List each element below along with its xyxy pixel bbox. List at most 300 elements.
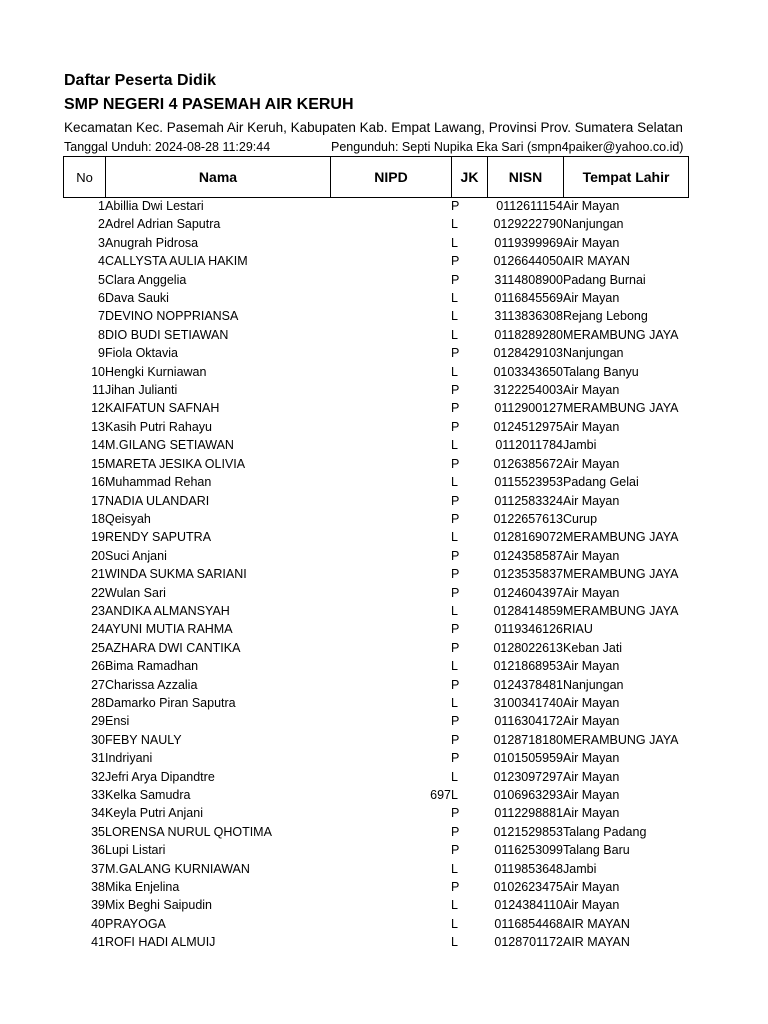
student-gender: P: [451, 511, 460, 526]
student-gender: P: [451, 880, 460, 895]
student-nisn: 0116854468: [494, 916, 563, 931]
student-gender: P: [451, 677, 460, 692]
row-number: 40: [91, 916, 105, 931]
student-birthplace: Nanjungan: [563, 346, 624, 361]
table-row: [63, 547, 688, 565]
student-birthplace: Curup: [563, 511, 598, 526]
student-name: ANDIKA ALMANSYAH: [105, 603, 230, 618]
table-row: [63, 197, 688, 215]
student-gender: L: [451, 530, 458, 545]
student-gender: L: [451, 659, 458, 674]
student-nipd: [330, 896, 451, 914]
student-name: M.GALANG KURNIAWAN: [105, 861, 250, 876]
student-nipd: [330, 860, 451, 878]
student-gender: P: [451, 272, 460, 287]
row-number: 25: [91, 640, 105, 655]
student-name: KAIFATUN SAFNAH: [105, 401, 220, 416]
student-name: Adrel Adrian Saputra: [105, 217, 221, 232]
student-gender: L: [451, 916, 458, 931]
student-nipd: [330, 547, 451, 565]
student-nipd: [330, 804, 451, 822]
row-number: 13: [91, 419, 105, 434]
student-nisn: 0116304172: [494, 714, 563, 729]
row-number: 10: [91, 364, 105, 379]
student-nipd: [330, 528, 451, 546]
student-birthplace: MERAMBUNG JAYA: [563, 732, 679, 747]
student-nisn: 0124378481: [493, 677, 563, 692]
student-nisn: 0101505959: [493, 751, 563, 766]
download-date: Tanggal Unduh: 2024-08-28 11:29:44: [64, 140, 271, 154]
student-name: ROFI HADI ALMUIJ: [105, 935, 216, 950]
student-gender: P: [451, 622, 460, 637]
student-birthplace: MERAMBUNG JAYA: [563, 530, 679, 545]
student-name: CALLYSTA AULIA HAKIM: [105, 254, 248, 269]
student-nisn: 0115523953: [494, 475, 563, 490]
student-gender: L: [451, 475, 458, 490]
student-name: Kasih Putri Rahayu: [105, 419, 213, 434]
student-nisn: 0103343650: [493, 364, 563, 379]
student-nipd: [330, 676, 451, 694]
table-row: [63, 418, 688, 436]
student-nipd: [330, 878, 451, 896]
student-name: AZHARA DWI CANTIKA: [105, 640, 241, 655]
student-nisn: 0112583324: [494, 493, 563, 508]
row-number: 41: [91, 935, 105, 950]
table-row: [63, 344, 688, 362]
student-birthplace: Talang Baru: [563, 843, 630, 858]
student-gender: L: [451, 217, 458, 232]
student-birthplace: AIR MAYAN: [563, 254, 630, 269]
row-number: 28: [91, 695, 105, 710]
student-nipd: [330, 712, 451, 730]
student-nipd: [330, 215, 451, 233]
student-nipd: [330, 731, 451, 749]
student-nisn: 0112011784: [495, 438, 563, 453]
student-nisn: 0124358587: [493, 548, 563, 563]
table-row: [63, 234, 688, 252]
student-nipd: [330, 915, 451, 933]
table-row: [63, 455, 688, 473]
row-number: 6: [98, 291, 105, 306]
table-row: [63, 933, 688, 951]
student-name: Keyla Putri Anjani: [105, 806, 203, 821]
student-gender: L: [451, 235, 458, 250]
student-gender: P: [451, 843, 460, 858]
student-birthplace: MERAMBUNG JAYA: [563, 567, 679, 582]
student-gender: L: [451, 309, 458, 324]
student-nisn: 0102623475: [493, 880, 563, 895]
table-row: [63, 896, 688, 914]
student-birthplace: AIR MAYAN: [563, 935, 630, 950]
table-row: [63, 657, 688, 675]
table-row: [63, 602, 688, 620]
student-gender: L: [451, 861, 458, 876]
student-nisn: 0121868953: [493, 659, 563, 674]
table-row: [63, 768, 688, 786]
table-header: [63, 156, 689, 198]
student-name: Charissa Azzalia: [105, 677, 198, 692]
student-nisn: 3113836308: [494, 309, 563, 324]
row-number: 14: [91, 438, 105, 453]
student-nipd: [330, 252, 451, 270]
table-row: [63, 804, 688, 822]
student-name: Hengki Kurniawan: [105, 364, 207, 379]
student-nipd: [330, 823, 451, 841]
table-row: [63, 381, 688, 399]
student-birthplace: Air Mayan: [563, 659, 620, 674]
row-number: 18: [91, 511, 105, 526]
student-gender: P: [451, 806, 460, 821]
student-nipd: [330, 363, 451, 381]
student-nipd: [330, 768, 451, 786]
student-nipd: 697: [430, 788, 451, 802]
student-birthplace: Air Mayan: [563, 788, 620, 802]
student-birthplace: Air Mayan: [563, 880, 620, 895]
row-number: 24: [91, 622, 105, 637]
school-name: SMP NEGERI 4 PASEMAH AIR KERUH: [64, 96, 354, 113]
student-birthplace: Air Mayan: [563, 806, 620, 821]
student-birthplace: Air Mayan: [563, 695, 620, 710]
student-name: Qeisyah: [105, 511, 151, 526]
student-nisn: 0106963293: [493, 788, 563, 802]
student-nisn: 0118289280: [494, 327, 563, 342]
student-nisn: 0123097297: [493, 769, 563, 784]
student-nipd: [330, 933, 451, 951]
table-row: [63, 676, 688, 694]
student-birthplace: Talang Padang: [563, 824, 647, 839]
student-name: Abillia Dwi Lestari: [105, 199, 204, 213]
student-gender: L: [451, 603, 458, 618]
student-nipd: [330, 418, 451, 436]
student-birthplace: MERAMBUNG JAYA: [563, 327, 679, 342]
student-nisn: 0112298881: [494, 806, 563, 821]
student-nipd: [330, 436, 451, 454]
table-row: [63, 492, 688, 510]
location-line: Kecamatan Kec. Pasemah Air Keruh, Kabupaten Kab. Empat Lawang, Provinsi Prov. Sumatera Selatan: [64, 120, 683, 135]
student-nisn: 3114808900: [494, 272, 563, 287]
student-gender: L: [451, 769, 458, 784]
row-number: 39: [91, 898, 105, 913]
student-name: Mika Enjelina: [105, 880, 180, 895]
table-row: [63, 436, 688, 454]
student-gender: P: [451, 548, 460, 563]
table-row: [63, 860, 688, 878]
student-name: Lupi Listari: [105, 843, 166, 858]
student-birthplace: Jambi: [563, 438, 597, 453]
student-birthplace: Air Mayan: [563, 548, 620, 563]
student-name: PRAYOGA: [105, 916, 166, 931]
header-nisn: NISN: [488, 157, 564, 198]
row-number: 33: [91, 788, 105, 802]
table-row: [63, 694, 688, 712]
student-birthplace: Air Mayan: [563, 456, 620, 471]
row-number: 19: [91, 530, 105, 545]
student-nisn: 0112900127: [494, 401, 563, 416]
student-name: Ensi: [105, 714, 130, 729]
table-row: [63, 639, 688, 657]
student-name: DEVINO NOPPRIANSA: [105, 309, 239, 324]
downloader-info: Pengunduh: Septi Nupika Eka Sari (smpn4paiker@yahoo.co.id): [331, 140, 684, 154]
student-gender: P: [451, 419, 460, 434]
row-number: 23: [91, 603, 105, 618]
student-nisn: 0116845569: [494, 291, 563, 306]
row-number: 29: [91, 714, 105, 729]
student-name: Bima Ramadhan: [105, 659, 199, 674]
table-row: [63, 510, 688, 528]
header-no: No: [64, 157, 106, 198]
table-row: [63, 399, 688, 417]
student-nisn: 0122657613: [493, 511, 563, 526]
student-nipd: [330, 492, 451, 510]
student-gender: L: [451, 898, 458, 913]
row-number: 12: [91, 401, 105, 416]
table-row: [63, 878, 688, 896]
student-gender: L: [451, 291, 458, 306]
row-number: 8: [98, 327, 105, 342]
student-name: Damarko Piran Saputra: [105, 695, 236, 710]
table-row: [63, 271, 688, 289]
student-nipd: [330, 584, 451, 602]
document-title: Daftar Peserta Didik: [64, 72, 217, 89]
student-name: Fiola Oktavia: [105, 346, 178, 361]
student-gender: P: [451, 824, 460, 839]
student-rows: [63, 197, 688, 952]
row-number: 32: [91, 769, 105, 784]
student-name: M.GILANG SETIAWAN: [105, 438, 234, 453]
student-nisn: 0116253099: [494, 843, 563, 858]
student-birthplace: MERAMBUNG JAYA: [563, 603, 679, 618]
student-birthplace: Padang Gelai: [563, 475, 639, 490]
student-birthplace: Air Mayan: [563, 383, 620, 398]
student-name: Mix Beghi Saipudin: [105, 898, 213, 913]
student-nipd: [330, 841, 451, 859]
student-nipd: [330, 620, 451, 638]
student-birthplace: Air Mayan: [563, 199, 620, 213]
table-row: [63, 712, 688, 730]
row-number: 2: [98, 217, 105, 232]
student-nipd: [330, 694, 451, 712]
student-nipd: [330, 234, 451, 252]
student-nisn: 0128022613: [493, 640, 563, 655]
row-number: 15: [91, 456, 105, 471]
student-nisn: 0126644050: [493, 254, 563, 269]
header-jk: JK: [452, 157, 488, 198]
student-nipd: [330, 289, 451, 307]
row-number: 27: [91, 677, 105, 692]
student-birthplace: Air Mayan: [563, 769, 620, 784]
student-name: Suci Anjani: [105, 548, 167, 563]
student-nisn: 0126385672: [493, 456, 563, 471]
student-gender: P: [451, 732, 460, 747]
table-row: [63, 289, 688, 307]
row-number: 4: [98, 254, 105, 269]
student-name: Jihan Julianti: [105, 383, 178, 398]
student-gender: P: [451, 493, 460, 508]
row-number: 20: [91, 548, 105, 563]
table-row: [63, 307, 688, 325]
row-number: 31: [91, 751, 105, 766]
student-nipd: [330, 657, 451, 675]
student-name: RENDY SAPUTRA: [105, 530, 212, 545]
student-nipd: [330, 307, 451, 325]
student-nisn: 0112611154: [496, 199, 563, 213]
student-nipd: [330, 602, 451, 620]
student-name: Dava Sauki: [105, 291, 169, 306]
row-number: 7: [98, 309, 105, 324]
student-name: Wulan Sari: [105, 585, 166, 600]
student-birthplace: MERAMBUNG JAYA: [563, 401, 679, 416]
student-nisn: 0129222790: [493, 217, 563, 232]
student-nipd: [330, 639, 451, 657]
table-row: [63, 620, 688, 638]
table-row: [63, 786, 688, 804]
student-gender: P: [451, 254, 460, 269]
student-gender: L: [451, 935, 458, 950]
student-nipd: [330, 271, 451, 289]
student-birthplace: Rejang Lebong: [563, 309, 648, 324]
student-name: Kelka Samudra: [105, 788, 191, 802]
student-nipd: [330, 455, 451, 473]
student-birthplace: Air Mayan: [563, 493, 620, 508]
table-row: [63, 363, 688, 381]
student-birthplace: Air Mayan: [563, 419, 620, 434]
student-gender: P: [451, 585, 460, 600]
row-number: 36: [91, 843, 105, 858]
student-nisn: 0128701172: [494, 935, 563, 950]
student-table: [63, 197, 688, 952]
student-nipd: [330, 399, 451, 417]
student-nipd: [330, 510, 451, 528]
student-gender: P: [451, 751, 460, 766]
row-number: 30: [91, 732, 105, 747]
student-nipd: [330, 326, 451, 344]
table-row: [63, 215, 688, 233]
table-row: [63, 528, 688, 546]
student-name: Jefri Arya Dipandtre: [105, 769, 215, 784]
student-birthplace: Nanjungan: [563, 217, 624, 232]
student-gender: L: [451, 327, 458, 342]
student-gender: P: [451, 640, 460, 655]
student-birthplace: Air Mayan: [563, 751, 620, 766]
student-name: MARETA JESIKA OLIVIA: [105, 456, 246, 471]
student-birthplace: Keban Jati: [563, 640, 623, 655]
student-birthplace: RIAU: [563, 622, 593, 637]
student-gender: P: [451, 401, 460, 416]
student-birthplace: Air Mayan: [563, 585, 620, 600]
student-gender: P: [451, 199, 460, 213]
row-number: 3: [98, 235, 105, 250]
student-nisn: 3100341740: [493, 695, 563, 710]
row-number: 5: [98, 272, 105, 287]
table-row: [63, 565, 688, 583]
student-nipd: [330, 381, 451, 399]
student-nisn: 0119346126: [494, 622, 563, 637]
student-name: Indriyani: [105, 751, 153, 766]
student-birthplace: Air Mayan: [563, 714, 620, 729]
student-nisn: 3122254003: [493, 383, 563, 398]
table-row: [63, 823, 688, 841]
row-number: 21: [91, 567, 105, 582]
student-nipd: [330, 749, 451, 767]
row-number: 9: [98, 346, 105, 361]
student-nipd: [330, 344, 451, 362]
student-name: NADIA ULANDARI: [105, 493, 210, 508]
student-birthplace: AIR MAYAN: [563, 916, 630, 931]
student-nipd: [330, 473, 451, 491]
row-number: 34: [91, 806, 105, 821]
student-name: LORENSA NURUL QHOTIMA: [105, 824, 272, 839]
row-number: 26: [91, 659, 105, 674]
student-birthplace: Nanjungan: [563, 677, 624, 692]
student-birthplace: Padang Burnai: [563, 272, 646, 287]
table-row: [63, 584, 688, 602]
student-nisn: 0119853648: [494, 861, 563, 876]
table-row: [63, 841, 688, 859]
student-gender: P: [451, 714, 460, 729]
table-row: [63, 326, 688, 344]
student-birthplace: Air Mayan: [563, 291, 620, 306]
student-nipd: [330, 565, 451, 583]
student-name: Anugrah Pidrosa: [105, 235, 199, 250]
row-number: 16: [91, 475, 105, 490]
table-row: [63, 252, 688, 270]
header-nama: Nama: [106, 157, 331, 198]
row-number: 11: [92, 383, 105, 398]
student-nisn: 0119399969: [494, 235, 563, 250]
student-nisn: 0124604397: [493, 585, 563, 600]
student-birthplace: Jambi: [563, 861, 597, 876]
student-gender: L: [451, 438, 458, 453]
student-birthplace: Air Mayan: [563, 898, 620, 913]
student-nisn: 0121529853: [493, 824, 563, 839]
student-name: WINDA SUKMA SARIANI: [105, 567, 247, 582]
student-nisn: 0128414859: [493, 603, 563, 618]
student-name: Muhammad Rehan: [105, 475, 212, 490]
student-name: FEBY NAULY: [105, 732, 182, 747]
header-nipd: NIPD: [331, 157, 452, 198]
row-number: 37: [91, 861, 105, 876]
student-gender: P: [451, 383, 460, 398]
header-tempat-lahir: Tempat Lahir: [564, 157, 689, 198]
row-number: 1: [98, 199, 105, 213]
student-nisn: 0128169072: [493, 530, 563, 545]
student-gender: L: [451, 788, 458, 802]
row-number: 17: [91, 493, 105, 508]
row-number: 22: [91, 585, 105, 600]
student-nisn: 0124384110: [494, 898, 563, 913]
table-row: [63, 915, 688, 933]
student-nisn: 0128718180: [493, 732, 563, 747]
student-gender: P: [451, 346, 460, 361]
student-gender: L: [451, 364, 458, 379]
student-name: Clara Anggelia: [105, 272, 187, 287]
student-nisn: 0128429103: [493, 346, 563, 361]
student-gender: P: [451, 567, 460, 582]
student-birthplace: Talang Banyu: [563, 364, 639, 379]
student-birthplace: Air Mayan: [563, 235, 620, 250]
student-nisn: 0123535837: [493, 567, 563, 582]
student-gender: L: [451, 695, 458, 710]
student-name: AYUNI MUTIA RAHMA: [105, 622, 233, 637]
student-name: DIO BUDI SETIAWAN: [105, 327, 229, 342]
row-number: 38: [91, 880, 105, 895]
row-number: 35: [91, 824, 105, 839]
student-nisn: 0124512975: [493, 419, 563, 434]
table-row: [63, 473, 688, 491]
table-row: [63, 749, 688, 767]
student-nipd: [330, 197, 451, 215]
table-row: [63, 731, 688, 749]
